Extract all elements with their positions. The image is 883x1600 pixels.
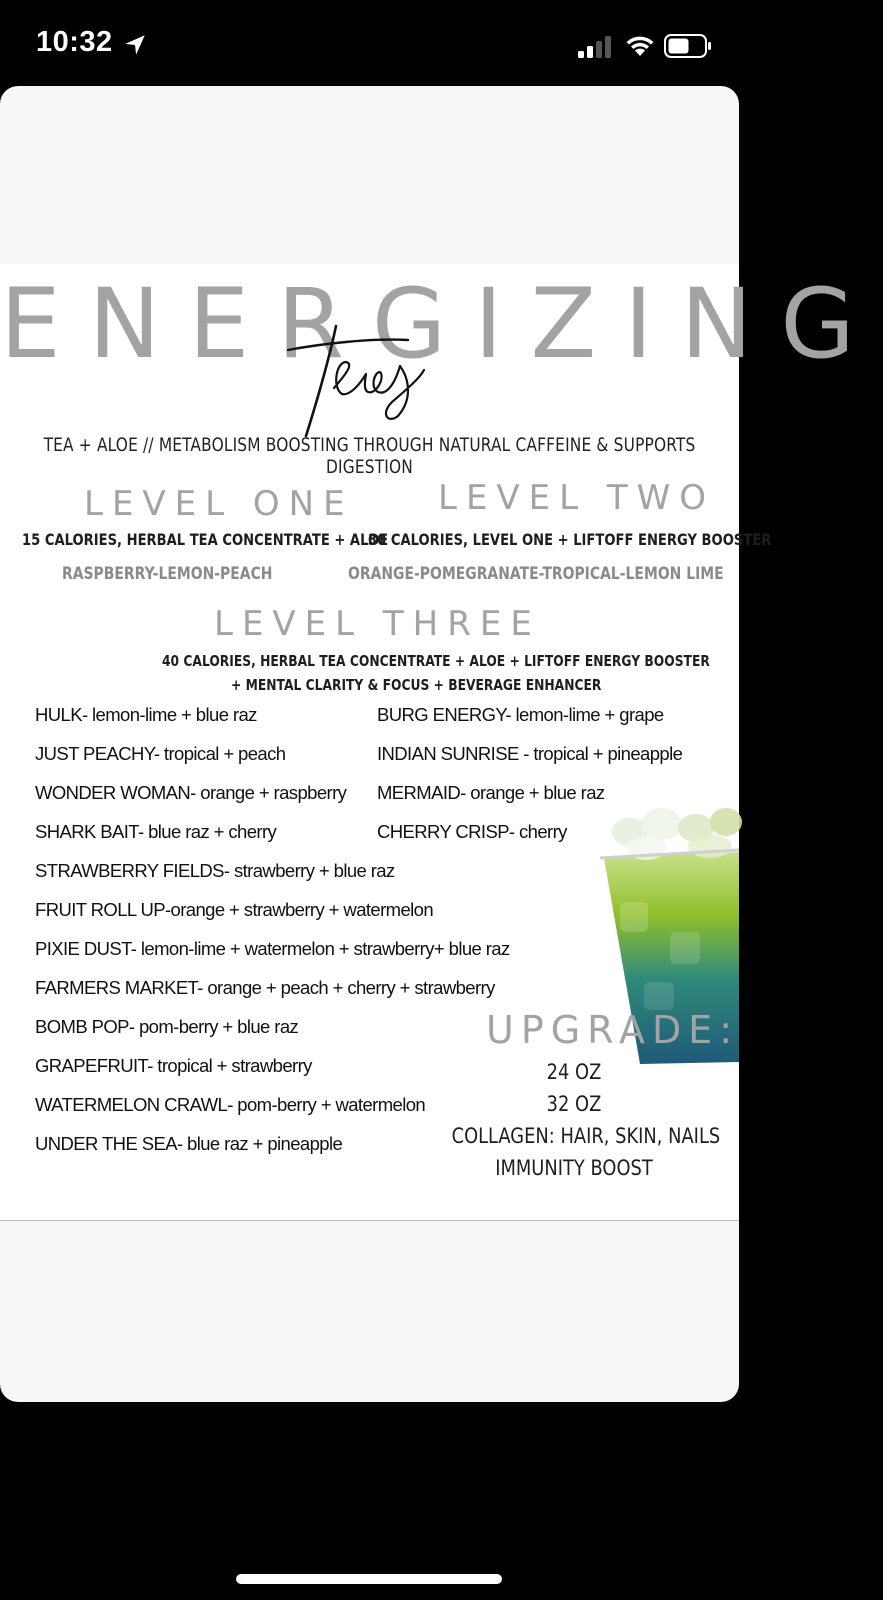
level-three-description-line2: + MENTAL CLARITY & FOCUS + BEVERAGE ENHANCER [231,676,602,694]
upgrade-item: 32 OZ [546,1092,602,1116]
level-two-title: LEVEL TWO [438,478,716,518]
upgrade-item: IMMUNITY BOOST [495,1156,653,1180]
drink-item: HULK- lemon-lime + blue raz [35,704,257,725]
drink-item: SHARK BAIT- blue raz + cherry [35,821,277,842]
drink-item: INDIAN SUNRISE - tropical + pineapple [377,743,683,764]
level-two-flavor: ORANGE-POMEGRANATE-TROPICAL-LEMON LIME [348,564,724,584]
home-indicator[interactable] [236,1574,502,1584]
drink-item: FRUIT ROLL UP-orange + strawberry + watermelon [35,899,434,920]
drink-item: PIXIE DUST- lemon-lime + watermelon + strawberry+ blue raz [35,938,510,959]
level-one-flavor: RASPBERRY-LEMON-PEACH [62,564,273,584]
location-arrow-icon [122,32,148,58]
status-bar [0,0,739,88]
status-time: 10:32 [36,26,113,58]
poster-title: ENERGIZING [0,268,883,380]
upgrade-item: COLLAGEN: HAIR, SKIN, NAILS [451,1124,721,1148]
image-card [0,86,883,1402]
drink-item: STRAWBERRY FIELDS- strawberry + blue raz [35,860,395,881]
cellular-signal-icon [578,36,614,58]
drink-item: CHERRY CRISP- cherry [377,821,567,842]
battery-icon [664,34,712,58]
drink-item: UNDER THE SEA- blue raz + pineapple [35,1133,343,1154]
drink-item: BURG ENERGY- lemon-lime + grape [377,704,664,725]
upgrade-title: UPGRADE: [486,1008,740,1052]
poster-subtitle: TEA + ALOE // METABOLISM BOOSTING THROUGH NATURAL CAFFEINE & SUPPORTS DIGESTION [43,434,696,478]
level-one-description: 15 CALORIES, HERBAL TEA CONCENTRATE + ALOE [22,530,389,549]
tea-menu-poster [0,264,883,1221]
level-three-description-line1: 40 CALORIES, HERBAL TEA CONCENTRATE + ALOE + LIFTOFF ENERGY BOOSTER [162,652,710,670]
wifi-icon [624,32,656,58]
drink-item: JUST PEACHY- tropical + peach [35,743,286,764]
level-one-title: LEVEL ONE [84,484,354,524]
drink-item: WONDER WOMAN- orange + raspberry [35,782,347,803]
drink-item: MERMAID- orange + blue raz [377,782,605,803]
drink-item: WATERMELON CRAWL- pom-berry + watermelon [35,1094,426,1115]
teas-script-word [280,304,440,444]
upgrade-item: 24 OZ [546,1060,602,1084]
drink-item: FARMERS MARKET- orange + peach + cherry + strawberry [35,977,495,998]
drink-item: BOMB POP- pom-berry + blue raz [35,1016,299,1037]
level-two-description: 30 CALORIES, LEVEL ONE + LIFTOFF ENERGY BOOSTER [368,530,772,549]
level-three-title: LEVEL THREE [214,604,541,644]
drink-item: GRAPEFRUIT- tropical + strawberry [35,1055,312,1076]
